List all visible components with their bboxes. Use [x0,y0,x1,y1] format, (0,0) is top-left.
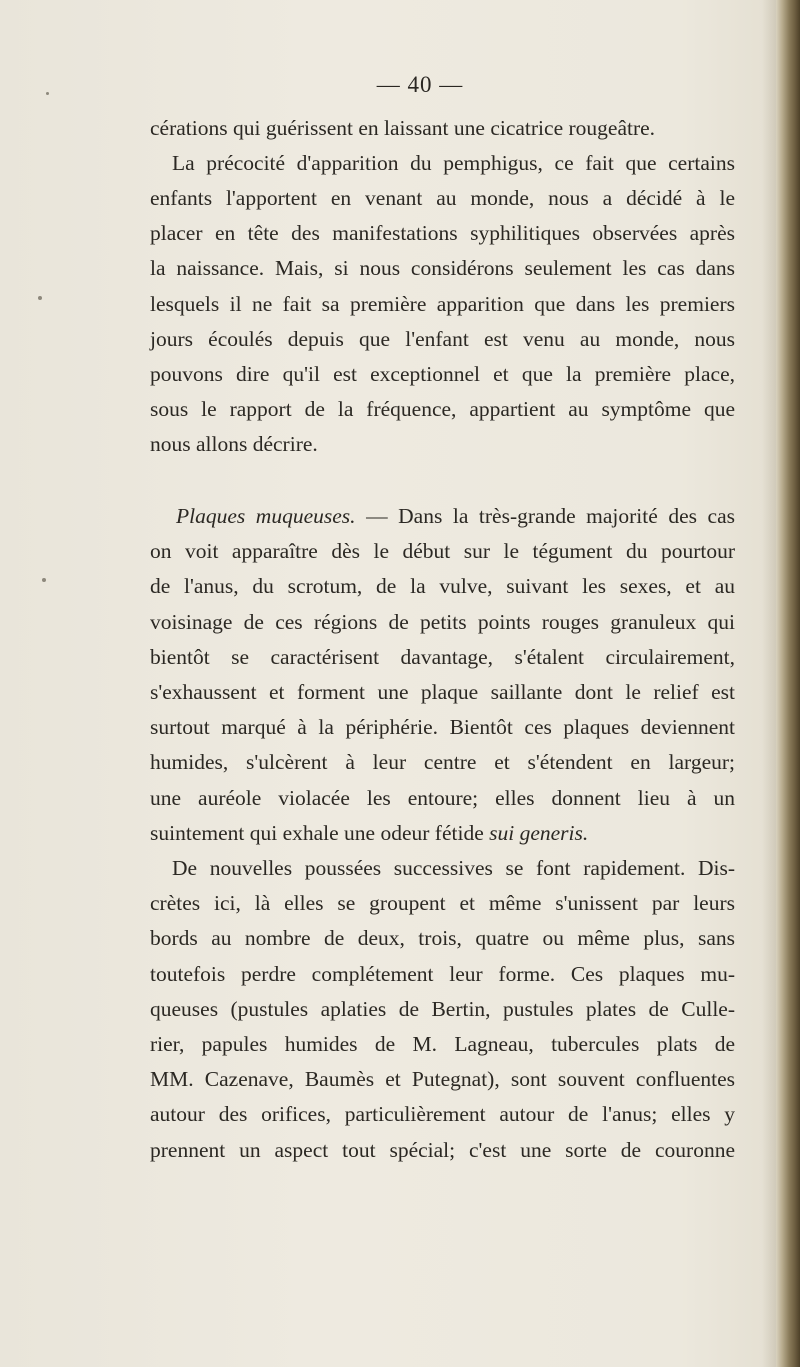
text-line: surtout marqué à la périphérie. Bientôt ces plaques deviennent [150,715,735,739]
scan-speck [42,578,46,582]
text-line: enfants l'apportent en venant au monde, nous a décidé à le [150,186,735,210]
text-line: de l'anus, du scrotum, de la vulve, suivant les sexes, et au [150,574,735,598]
text-line: De nouvelles poussées successives se font rapidement. Dis- [172,856,735,880]
scan-speck [46,92,49,95]
text-line: humides, s'ulcèrent à leur centre et s'étendent en largeur; [150,750,735,774]
text-line: autour des orifices, particulièrement autour de l'anus; elles y [150,1102,735,1126]
text-line: rier, papules humides de M. Lagneau, tubercules plats de [150,1032,735,1056]
text-line: s'exhaussent et forment une plaque saillante dont le relief est [150,680,735,704]
text-line: bientôt se caractérisent davantage, s'étalent circulairement, [150,645,735,669]
text-line: La précocité d'apparition du pemphigus, ce fait que certains [172,151,735,175]
page-gutter-shadow [762,0,776,1367]
text-line: bords au nombre de deux, trois, quatre ou même plus, sans [150,926,735,950]
text-line: voisinage de ces régions de petits points rouges granuleux qui [150,610,735,634]
text-line [150,817,735,849]
page-number: — 40 — [376,72,464,97]
text-line: la naissance. Mais, si nous considérons seulement les cas dans [150,256,735,280]
book-edge [776,0,800,1367]
text-span: — Dans la très-grande majorité des cas [366,504,735,528]
text-line: pouvons dire qu'il est exceptionnel et que la première place, [150,362,735,386]
text-line: cérations qui guérissent en laissant une cicatrice rougeâtre. [150,116,656,140]
text-line [176,500,735,532]
text-line: nous allons décrire. [150,432,318,456]
text-line: prennent un aspect tout spécial; c'est une sorte de couronne [150,1138,735,1162]
text-line: on voit apparaître dès le début sur le tégument du pourtour [150,539,735,563]
scan-speck [38,296,42,300]
text-line: placer en tête des manifestations syphilitiques observées après [150,221,735,245]
italic-phrase: sui generis. [489,821,589,845]
text-line: MM. Cazenave, Baumès et Putegnat), sont souvent confluentes [150,1067,735,1091]
text-line: une auréole violacée les entoure; elles donnent lieu à un [150,786,735,810]
text-line: queuses (pustules aplaties de Bertin, pustules plates de Culle- [150,997,735,1021]
text-line: crètes ici, là elles se groupent et même s'unissent par leurs [150,891,735,915]
text-line: lesquels il ne fait sa première apparition que dans les premiers [150,292,735,316]
text-span: suintement qui exhale une odeur fétide [150,821,484,845]
section-heading: Plaques muqueuses. [176,504,356,528]
text-line: toutefois perdre complétement leur forme. Ces plaques mu- [150,962,735,986]
text-line: jours écoulés depuis que l'enfant est venu au monde, nous [150,327,735,351]
text-line: sous le rapport de la fréquence, appartient au symptôme que [150,397,735,421]
